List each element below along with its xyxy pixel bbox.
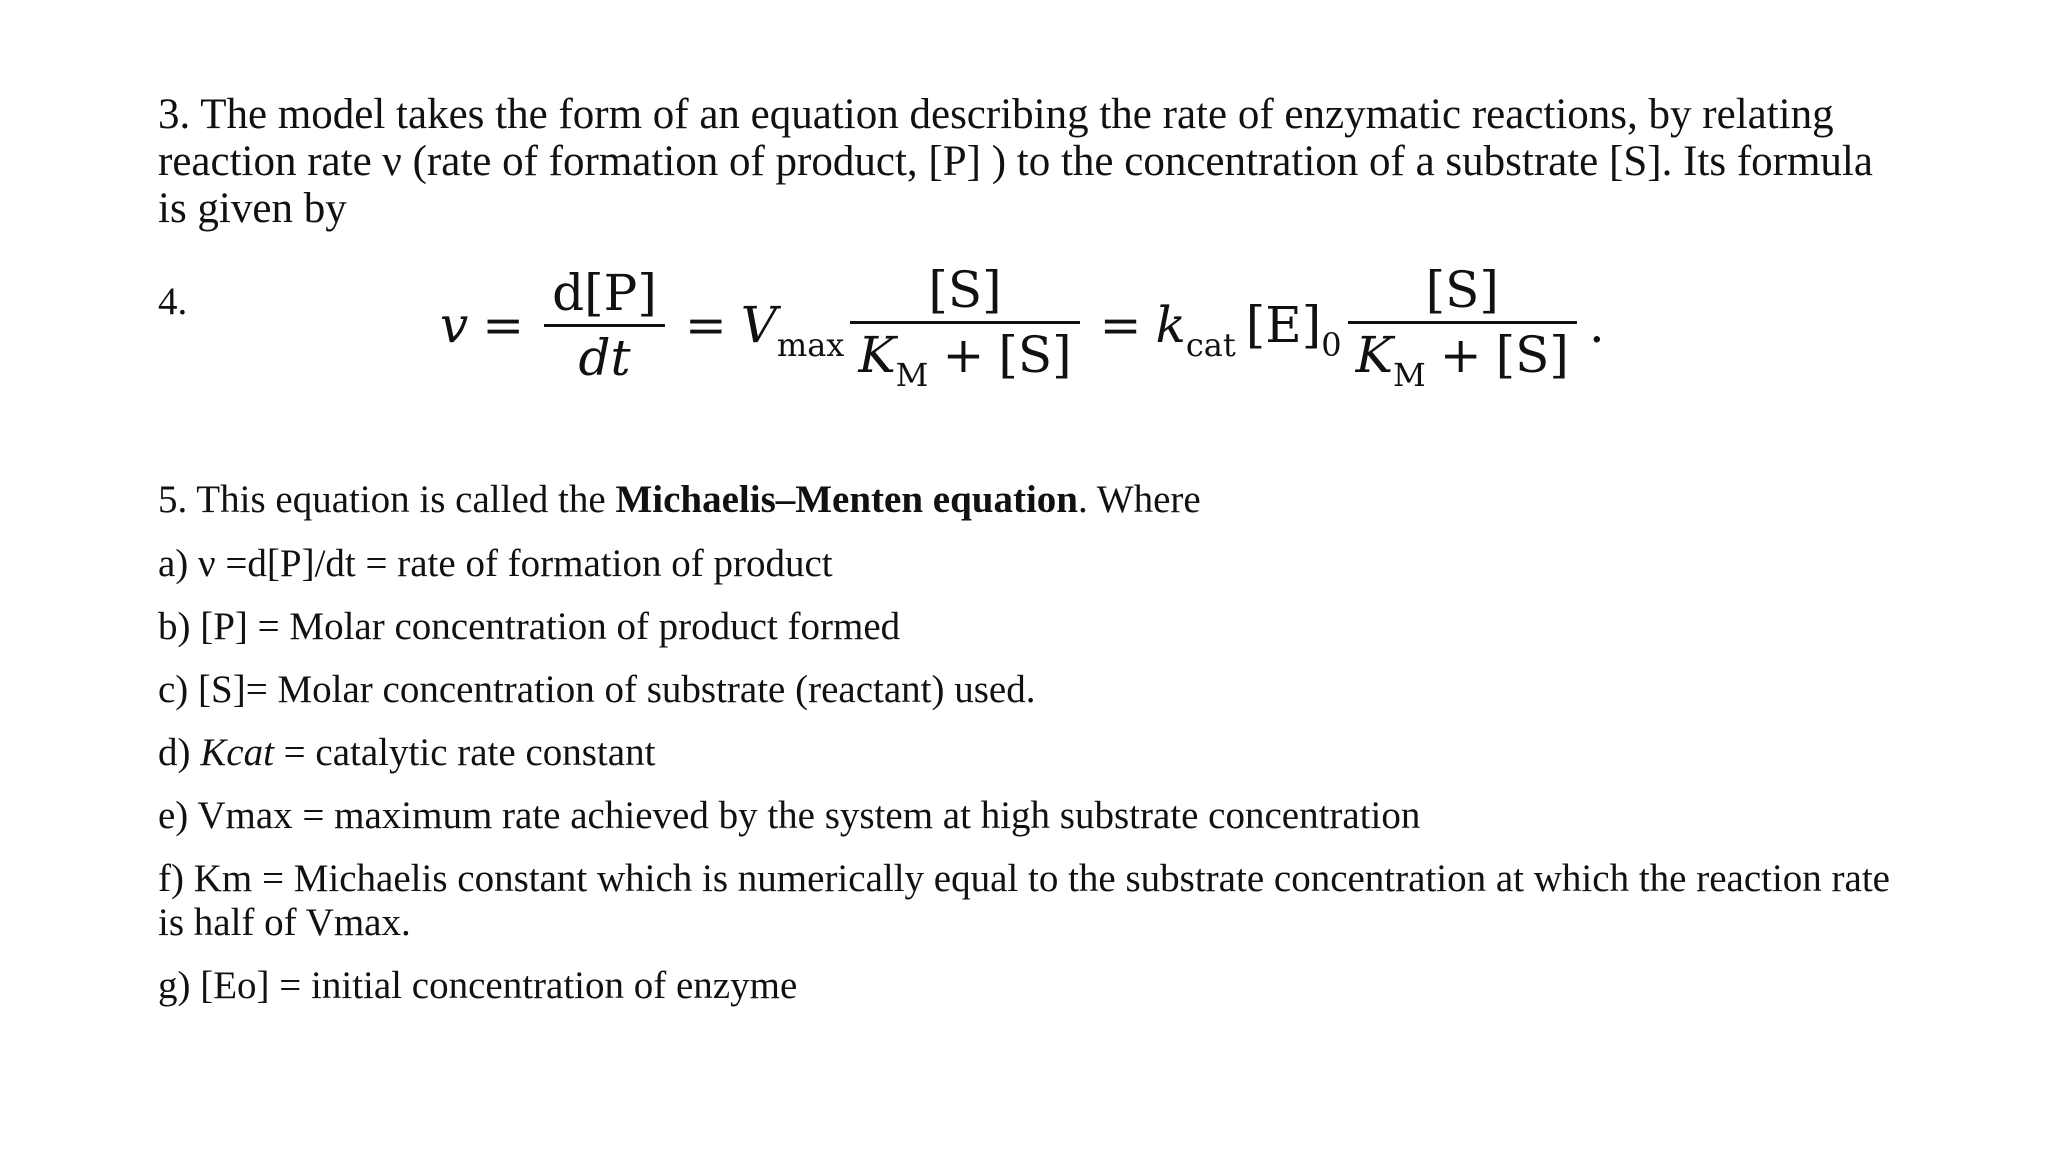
formula-m-subscript: M — [895, 355, 929, 394]
paragraph-3-text: 3. The model takes the form of an equation describing the rate of enzymatic reactions, by relating reaction rate ν (rate of formation of product, [P] ) to the concentration of a substrate [S]. Its formula is given by — [158, 91, 1873, 232]
definition-g: g) [Eo] = initial concentration of enzyme — [158, 964, 798, 1007]
michaelis-menten-formula — [440, 240, 1605, 410]
section-5-intro — [158, 478, 1898, 522]
formula-vmax — [740, 296, 845, 364]
definition-c: c) [S]= Molar concentration of substrate (reactant) used. — [158, 668, 1036, 711]
formula-derivative-fraction — [544, 262, 665, 389]
formula-plus: + — [942, 325, 985, 384]
definition-e: e) Vmax = maximum rate achieved by the system at high substrate concentration — [158, 794, 1421, 837]
formula-equals-1: = — [482, 296, 525, 354]
definition-d-rest: = catalytic rate constant — [273, 731, 656, 774]
formula-s: [S] — [1495, 325, 1569, 384]
formula-k: K — [858, 325, 896, 384]
definition-a: a) ν =d[P]/dt = rate of formation of product — [158, 542, 833, 585]
formula-s: [S] — [998, 325, 1072, 384]
definition-d — [158, 731, 1898, 775]
formula-zero-subscript: 0 — [1321, 326, 1342, 364]
formula-denominator-dt: dt — [578, 328, 631, 387]
formula-vmax-subscript: max — [776, 326, 845, 364]
formula-numerator-s-2: [S] — [1425, 260, 1499, 319]
item-4-number: 4. — [158, 280, 188, 323]
formula-numerator-s-1: [S] — [928, 260, 1002, 319]
formula-plus: + — [1439, 325, 1482, 384]
formula-kcat — [1155, 296, 1236, 364]
definition-b: b) [P] = Molar concentration of product formed — [158, 605, 901, 648]
formula-equals-2: = — [684, 296, 727, 354]
formula-substrate-fraction-1 — [850, 259, 1079, 392]
formula-kcat-k: k — [1155, 296, 1186, 354]
paragraph-3 — [158, 91, 1898, 232]
section-5 — [158, 478, 1898, 1027]
formula-m-subscript: M — [1392, 355, 1426, 394]
formula-vmax-v: V — [740, 296, 777, 354]
formula-numerator-dp: d[P] — [552, 263, 657, 322]
formula-v: v — [440, 296, 469, 354]
definition-d-label: d) — [158, 731, 201, 774]
formula-period: . — [1588, 296, 1605, 354]
definition-f: f) Km = Michaelis constant which is numerically equal to the substrate concentration at which the reaction rate is half of Vmax. — [158, 857, 1890, 944]
formula-substrate-fraction-2 — [1348, 259, 1577, 392]
formula-denominator-km-s-1 — [850, 324, 1079, 392]
definition-d-term: Kcat — [200, 731, 274, 774]
formula-kcat-subscript: cat — [1185, 326, 1236, 364]
intro-suffix: . Where — [1078, 478, 1201, 521]
formula-denominator-km-s-2 — [1348, 324, 1577, 392]
formula-e: [E] — [1245, 296, 1322, 354]
formula-e0 — [1245, 296, 1342, 364]
formula-equals-3: = — [1099, 296, 1142, 354]
intro-equation-name: Michaelis–Menten equation — [615, 478, 1078, 521]
formula-k: K — [1355, 325, 1393, 384]
intro-prefix: 5. This equation is called the — [158, 478, 616, 521]
